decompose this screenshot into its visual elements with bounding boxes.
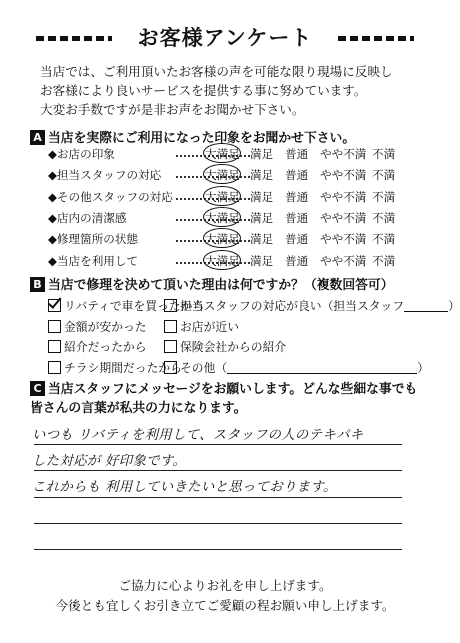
intro-line: お客様により良いサービスを提供する事に努めています。: [40, 83, 367, 98]
rating-option[interactable]: 不満: [372, 210, 396, 225]
rating-option[interactable]: 大満足: [205, 253, 240, 268]
section-a-question: [30, 127, 355, 146]
rating-option[interactable]: やや不満: [320, 232, 367, 247]
title-bar: [0, 22, 450, 52]
checkbox[interactable]: [164, 320, 177, 333]
page-title: お客様アンケート: [137, 26, 313, 50]
selected-circle-mark: [203, 143, 241, 163]
rating-option[interactable]: 大満足: [205, 232, 240, 247]
section-a-badge: A: [30, 130, 45, 145]
rating-row-label: ◆お店の印象: [48, 147, 115, 161]
reason-option-label: チラシ期間だったから: [64, 361, 182, 375]
selected-circle-mark: [203, 250, 241, 270]
checkbox[interactable]: [48, 340, 61, 353]
rating-option[interactable]: 普通: [285, 232, 309, 247]
rating-option[interactable]: 不満: [372, 253, 396, 268]
rating-option[interactable]: 不満: [372, 168, 396, 183]
rating-row-label: ◆店内の清潔感: [48, 210, 127, 225]
reason-option[interactable]: [48, 338, 147, 356]
reason-option-label: 金額が安かった: [64, 320, 147, 334]
intro-line: 当店では、ご利用頂いたお客様の声を可能な限り現場に反映し: [40, 64, 393, 79]
rating-option[interactable]: やや不満: [320, 147, 367, 161]
footer-line: ご協力に心よりお礼を申し上げます。: [118, 578, 332, 593]
rating-option[interactable]: やや不満: [320, 210, 367, 225]
reason-option[interactable]: [164, 318, 239, 336]
section-c-question-text: 当店スタッフにメッセージをお願いします。どんな些細な事でも皆さんの言葉が私共の力になります。: [30, 382, 418, 416]
rating-option[interactable]: 不満: [372, 147, 396, 161]
rating-option[interactable]: 満足: [250, 147, 274, 161]
intro-line: 大変お手数ですが是非お声をお聞かせ下さい。: [40, 102, 305, 117]
rating-row-label: ◆当店を利用して: [48, 253, 139, 268]
intro-text: [40, 62, 420, 119]
checkbox[interactable]: [48, 320, 61, 333]
reason-option-label: リバティで車を買ったから: [64, 299, 205, 313]
reason-option-suffix: ）: [448, 299, 460, 313]
rating-row: [48, 231, 418, 251]
title-dash-left: [36, 36, 112, 41]
rating-option[interactable]: やや不満: [320, 189, 367, 204]
rating-option[interactable]: 普通: [285, 168, 309, 183]
other-reason-field[interactable]: [227, 373, 417, 374]
checkbox[interactable]: [164, 299, 177, 312]
rating-row: [48, 210, 418, 230]
section-c-question: [30, 380, 430, 418]
rating-row: [48, 253, 418, 273]
rating-row: [48, 146, 418, 166]
section-a-question-text: 当店を実際にご利用になった印象をお聞かせ下さい。: [48, 131, 356, 146]
reason-option[interactable]: [164, 359, 429, 377]
writing-line: [34, 444, 402, 445]
footer-thanks: [0, 576, 450, 616]
rating-option[interactable]: 満足: [250, 168, 274, 183]
reason-option-label: その他（: [180, 361, 228, 375]
section-b-question-text: 当店で修理を決めて頂いた理由は何ですか？（複数回答可）: [48, 278, 394, 293]
writing-line: [34, 497, 402, 498]
reason-option-label: 紹介だったから: [64, 340, 147, 354]
reason-option[interactable]: [164, 338, 286, 356]
rating-option[interactable]: 普通: [285, 253, 309, 268]
rating-option[interactable]: 大満足: [205, 210, 240, 225]
rating-option[interactable]: やや不満: [320, 253, 367, 268]
rating-option[interactable]: 普通: [285, 210, 309, 225]
selected-circle-mark: [203, 186, 241, 206]
checkbox[interactable]: [164, 361, 177, 374]
checkbox-checked[interactable]: [48, 299, 61, 312]
section-b-question: [30, 274, 394, 293]
reason-option[interactable]: [164, 297, 460, 315]
reason-option-label: 保険会社からの紹介: [180, 340, 287, 354]
rating-row-label: ◆担当スタッフの対応: [48, 168, 162, 183]
rating-option[interactable]: 大満足: [205, 168, 240, 183]
footer-line: 今後とも宜しくお引き立てご愛顧の程お願い申し上げます。: [55, 598, 395, 613]
section-b-badge: B: [30, 277, 45, 292]
selected-circle-mark: [203, 207, 241, 227]
rating-row-label: ◆その他スタッフの対応: [48, 189, 173, 204]
rating-row-label: ◆修理箇所の状態: [48, 232, 139, 247]
checkbox[interactable]: [48, 361, 61, 374]
rating-option[interactable]: 大満足: [205, 147, 240, 161]
reason-option-suffix: ）: [417, 361, 430, 375]
handwritten-message-line: した対応が 好印象です。: [32, 454, 187, 469]
checkbox[interactable]: [164, 340, 177, 353]
reason-option[interactable]: [48, 318, 147, 336]
section-c-badge: C: [30, 381, 45, 396]
handwritten-message-line: これからも 利用していきたいと思っております。: [32, 480, 337, 495]
reason-option-label: お店が近い: [180, 320, 239, 334]
rating-row: [48, 167, 418, 187]
rating-option[interactable]: 不満: [372, 189, 396, 204]
writing-line: [34, 523, 402, 524]
handwritten-message-line: いつも リバティを利用して、スタッフの人のテキパキ: [32, 428, 364, 443]
rating-option[interactable]: 普通: [285, 189, 309, 204]
reason-option[interactable]: [48, 359, 182, 377]
writing-line: [34, 549, 402, 550]
title-dash-right: [338, 36, 414, 41]
staff-name-field[interactable]: [404, 311, 448, 312]
rating-option[interactable]: 不満: [372, 232, 396, 247]
rating-option[interactable]: 満足: [250, 232, 274, 247]
rating-option[interactable]: やや不満: [320, 168, 367, 183]
rating-option[interactable]: 満足: [250, 210, 274, 225]
rating-row: [48, 189, 418, 209]
writing-line: [34, 470, 402, 471]
rating-option[interactable]: 普通: [285, 147, 309, 161]
rating-option[interactable]: 大満足: [205, 189, 240, 204]
rating-option[interactable]: 満足: [250, 189, 274, 204]
reason-option-label: 担当スタッフの対応が良い（担当スタッフ: [180, 299, 405, 313]
rating-option[interactable]: 満足: [250, 253, 274, 268]
